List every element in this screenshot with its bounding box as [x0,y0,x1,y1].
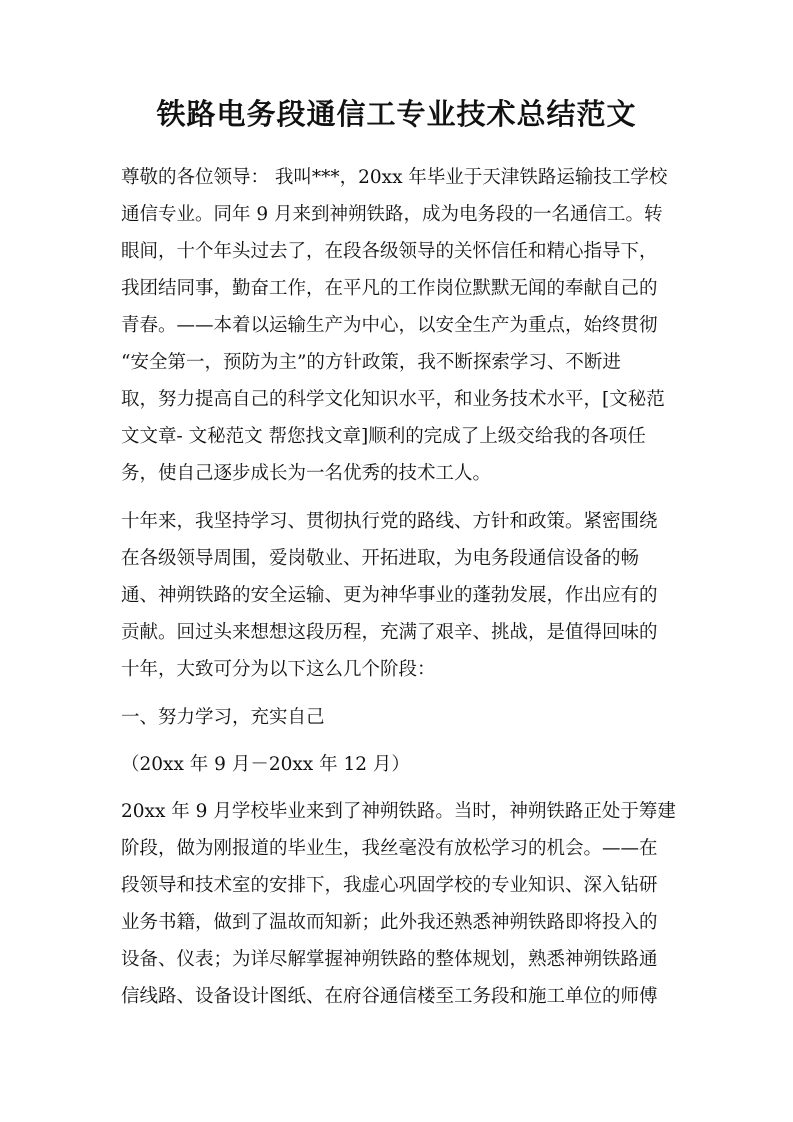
section-heading: 一、努力学习，充实自己 [121,707,325,728]
paragraph-1-line: 尊敬的各位领导： 我叫***，20xx 年毕业于天津铁路运输技工学校 [121,167,668,188]
paragraph-2-line: 在各级领导周围，爱岗敬业、开拓进取，为电务段通信设备的畅 [121,548,640,569]
paragraph-1-line: 务，使自己逐步成长为一名优秀的技术工人。 [121,463,492,484]
paragraph-3-line: 20xx 年 9 月学校毕业来到了神朔铁路。当时，神朔铁路正处于筹建 [121,801,676,822]
date-range: （20xx 年 9 月－20xx 年 12 月） [121,754,410,775]
paragraph-1-line: 通信专业。同年 9 月来到神朔铁路，成为电务段的一名通信工。转 [121,204,663,225]
paragraph-2-line: 通、神朔铁路的安全运输、更为神华事业的蓬勃发展，作出应有的 [121,585,658,606]
paragraph-3-line: 段领导和技术室的安排下，我虚心巩固学校的专业知识、深入钻研 [121,875,658,896]
paragraph-1-line: “安全第一，预防为主”的方针政策，我不断探索学习、不断进 [121,352,621,373]
paragraph-2-line: 十年，大致可分为以下这么几个阶段： [121,659,436,680]
paragraph-1-line: 青春。——本着以运输生产为中心，以安全生产为重点，始终贯彻 [121,315,658,336]
paragraph-1-line: 眼间，十个年头过去了，在段各级领导的关怀信任和精心指导下， [121,241,658,262]
paragraph-3-line: 设备、仪表；为详尽解掌握神朔铁路的整体规划，熟悉神朔铁路通 [121,949,658,970]
paragraph-3-line: 信线路、设备设计图纸、在府谷通信楼至工务段和施工单位的师傅 [121,986,658,1007]
paragraph-3-line: 业务书籍，做到了温故而知新；此外我还熟悉神朔铁路即将投入的 [121,912,658,933]
paragraph-2-line: 贡献。回过头来想想这段历程，充满了艰辛、挑战，是值得回味的 [121,622,658,643]
paragraph-1-line: 我团结同事，勤奋工作，在平凡的工作岗位默默无闻的奉献自己的 [121,278,658,299]
paragraph-2-line: 十年来，我坚持学习、贯彻执行党的路线、方针和政策。紧密围绕 [121,511,658,532]
paragraph-1-line: 取，努力提高自己的科学文化知识水平，和业务技术水平，[文秘范 [121,389,665,410]
document-title: 铁路电务段通信工专业技术总结范文 [156,97,637,131]
paragraph-3-line: 阶段，做为刚报道的毕业生，我丝毫没有放松学习的机会。——在 [121,838,658,859]
paragraph-1-line: 文文章- 文秘范文 帮您找文章]顺利的完成了上级交给我的各项任 [121,426,646,447]
